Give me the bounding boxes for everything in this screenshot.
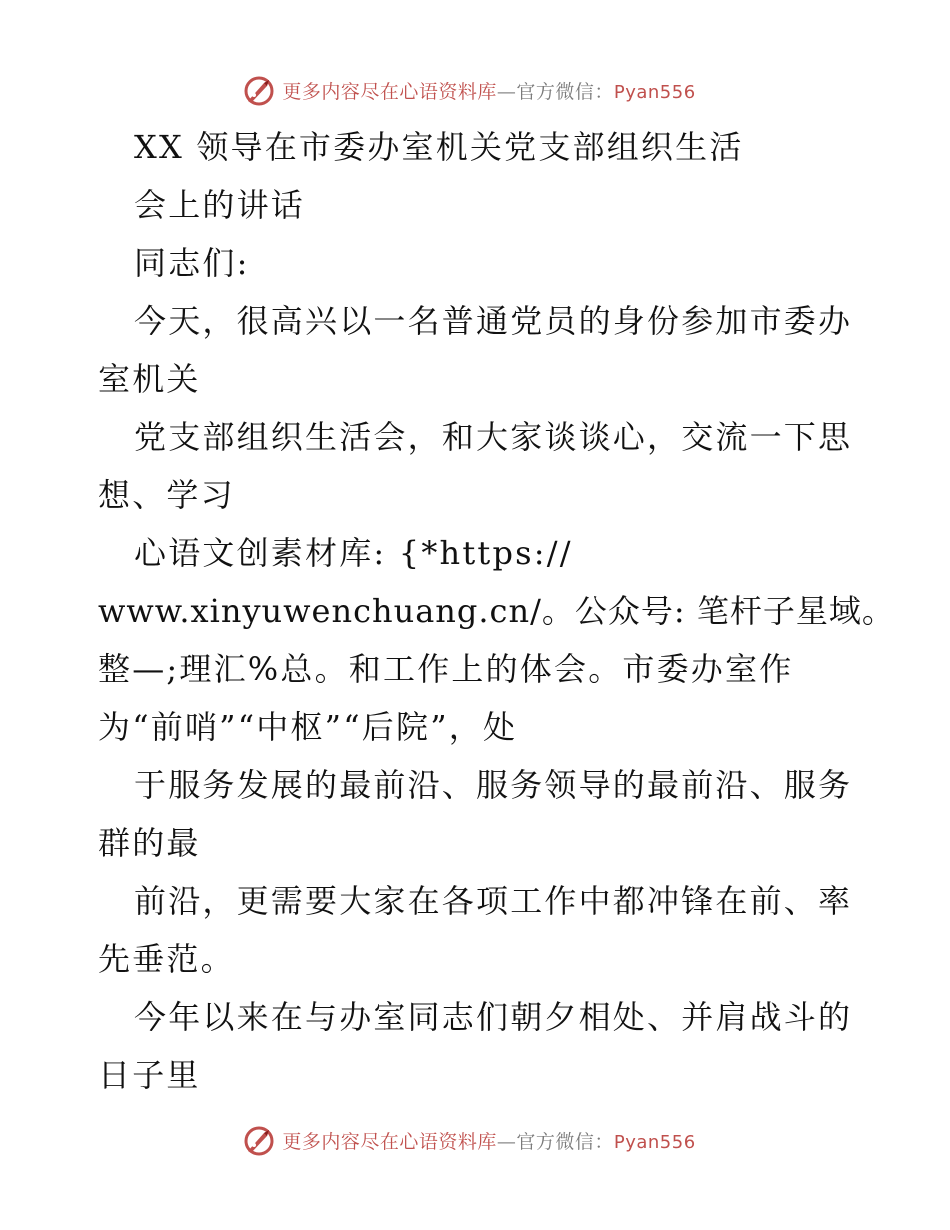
paragraph-line: 今年以来在与办室同志们朝夕相处、并肩战斗的 [134, 998, 853, 1036]
footer-banner-inner [242, 1123, 695, 1157]
header-banner [0, 70, 950, 110]
paragraph-line: 于服务发展的最前沿、服务领导的最前沿、服务 [134, 766, 853, 804]
pen-nib-logo-icon [242, 73, 276, 107]
banner-main-text: 更多内容尽在心语资料库 [282, 80, 497, 103]
banner-wechat-id: Pyan556 [613, 1131, 696, 1153]
paragraph-line: 心语文创素材库: {*https:// [134, 534, 573, 572]
document-body [98, 118, 895, 1104]
paragraph-line: 党支部组织生活会，和大家谈谈心，交流一下思 [134, 418, 853, 456]
paragraph-line: 室机关 [98, 360, 201, 398]
doc-title-line-2: 会上的讲话 [134, 186, 306, 224]
footer-banner-text [282, 1127, 695, 1154]
paragraph-line: 前沿，更需要大家在各项工作中都冲锋在前、率 [134, 882, 853, 920]
paragraph-line: 今天，很高兴以一名普通党员的身份参加市委办 [134, 302, 853, 340]
doc-title-line-1: XX 领导在市委办室机关党支部组织生活 [134, 128, 744, 166]
paragraph-line: 整—;理汇%总。和工作上的体会。市委办室作 [98, 650, 794, 688]
pen-nib-logo-icon [242, 1123, 276, 1157]
header-banner-text [282, 77, 695, 104]
banner-wechat-id: Pyan556 [613, 81, 696, 103]
paragraph-line: 为“前哨”“中枢”“后院”，处 [98, 708, 518, 746]
banner-dash: — [496, 80, 517, 103]
doc-salutation: 同志们: [134, 244, 250, 282]
paragraph-line: 先垂范。 [98, 940, 235, 978]
paragraph-line: 日子里 [98, 1056, 201, 1094]
footer-banner [0, 1120, 950, 1160]
paragraph-line-url: www.xinyuwenchuang.cn/。公众号: 笔杆子星域。 [98, 592, 895, 630]
banner-main-text: 更多内容尽在心语资料库 [282, 1130, 497, 1153]
paragraph-line: 群的最 [98, 824, 201, 862]
paragraph-line: 想、学习 [98, 476, 235, 514]
banner-dash: — [496, 1130, 517, 1153]
banner-wechat-label: 官方微信： [516, 1130, 614, 1153]
banner-wechat-label: 官方微信： [516, 80, 614, 103]
header-banner-inner [242, 73, 695, 107]
